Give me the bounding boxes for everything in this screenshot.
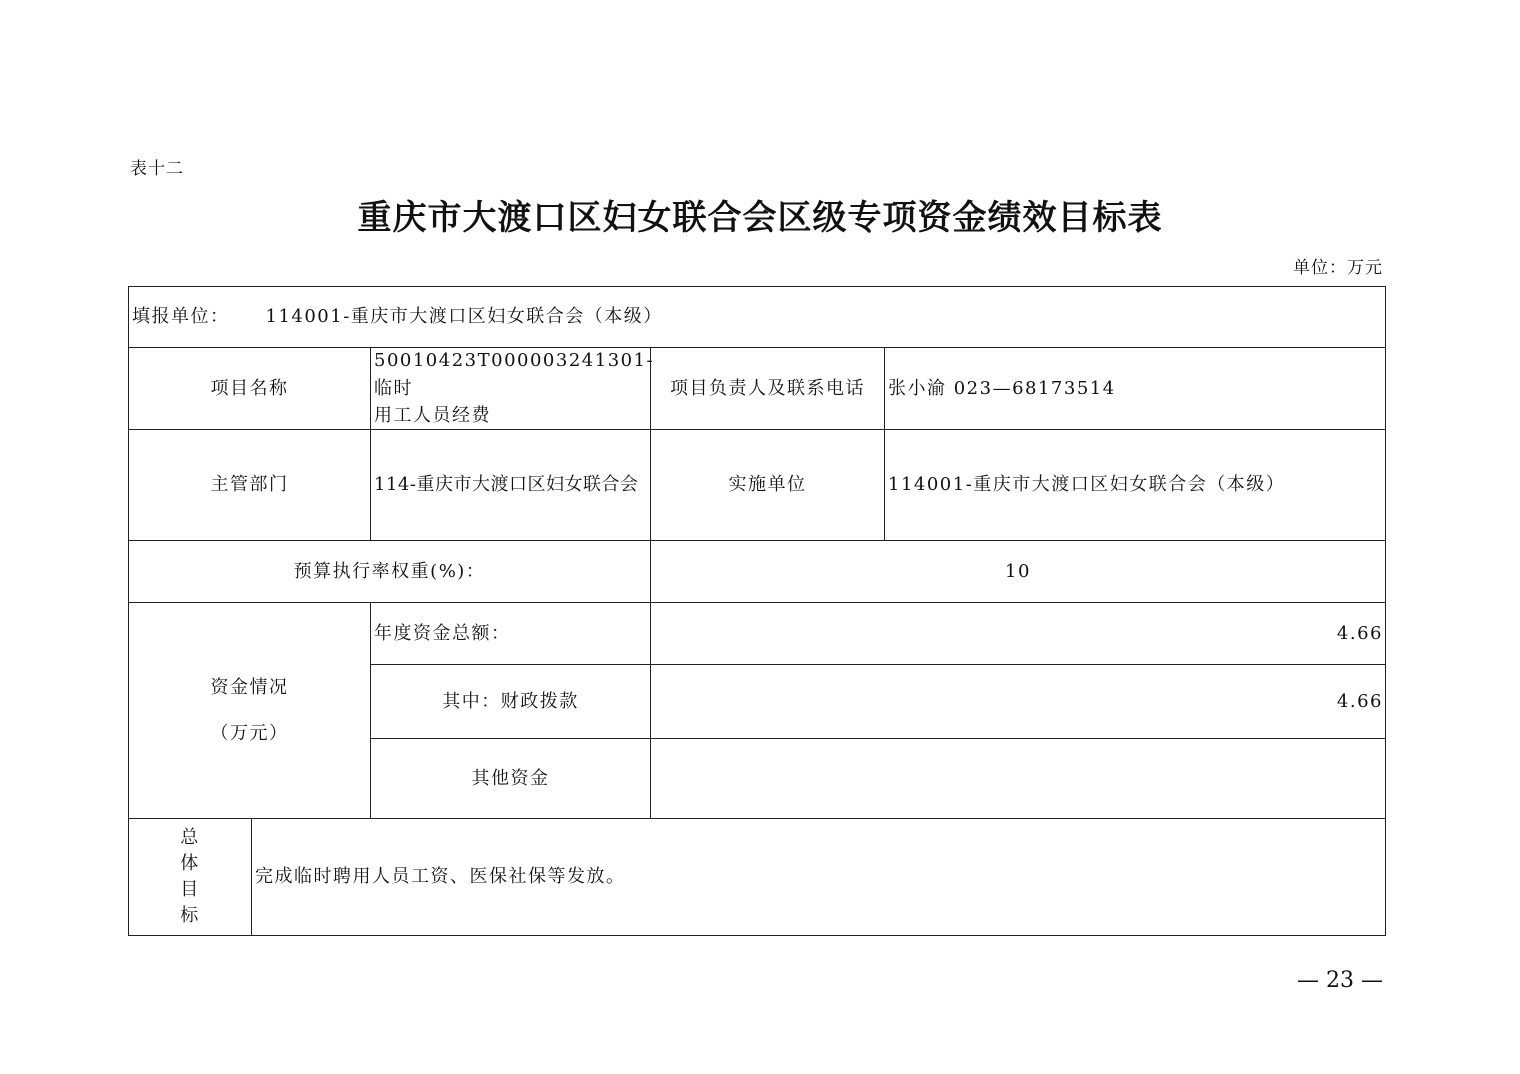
fiscal-allocation-label: 其中：财政拨款 xyxy=(370,664,651,739)
department-value: 114-重庆市大渡口区妇女联合会 xyxy=(370,429,651,541)
funds-label xyxy=(128,602,371,819)
annual-total-label: 年度资金总额： xyxy=(370,602,651,665)
other-funds-label: 其他资金 xyxy=(370,738,651,819)
goal-label-char: 标 xyxy=(180,905,200,927)
project-name-value-line1: 50010423T000003241301-临时 xyxy=(374,349,655,399)
project-lead-label: 项目负责人及联系电话 xyxy=(650,347,885,430)
department-label: 主管部门 xyxy=(128,429,371,541)
reporting-unit-cell xyxy=(128,286,1386,348)
goal-label-char: 总 xyxy=(180,826,200,848)
fiscal-allocation-value: 4.66 xyxy=(650,664,1386,739)
budget-weight-value: 10 xyxy=(650,540,1386,603)
implementer-value: 114001-重庆市大渡口区妇女联合会（本级） xyxy=(884,429,1386,541)
goal-label-char: 体 xyxy=(180,852,200,874)
project-lead-value: 张小渝 023—68173514 xyxy=(884,347,1386,430)
funds-label-line2: （万元） xyxy=(210,722,289,744)
project-name-label: 项目名称 xyxy=(128,347,371,430)
implementer-label: 实施单位 xyxy=(650,429,885,541)
unit-label: 单位：万元 xyxy=(1293,258,1383,278)
page-number: — 23 — xyxy=(1297,968,1383,993)
annual-total-value: 4.66 xyxy=(650,602,1386,665)
performance-target-table xyxy=(128,286,1386,936)
overall-goal-label xyxy=(128,818,252,936)
overall-goal-value: 完成临时聘用人员工资、医保社保等发放。 xyxy=(251,818,1386,936)
table-number-label: 表十二 xyxy=(130,159,184,179)
funds-label-line1: 资金情况 xyxy=(210,676,289,698)
goal-label-char: 目 xyxy=(180,879,200,900)
page-title: 重庆市大渡口区妇女联合会区级专项资金绩效目标表 xyxy=(357,198,1163,238)
reporting-unit-value: 114001-重庆市大渡口区妇女联合会（本级） xyxy=(265,306,663,328)
project-name-value-line2: 用工人员经费 xyxy=(374,405,491,427)
reporting-unit-label: 填报单位： xyxy=(132,306,230,328)
budget-weight-label: 预算执行率权重(%)： xyxy=(128,540,651,603)
project-name-value xyxy=(370,347,655,430)
other-funds-value xyxy=(650,738,1386,819)
